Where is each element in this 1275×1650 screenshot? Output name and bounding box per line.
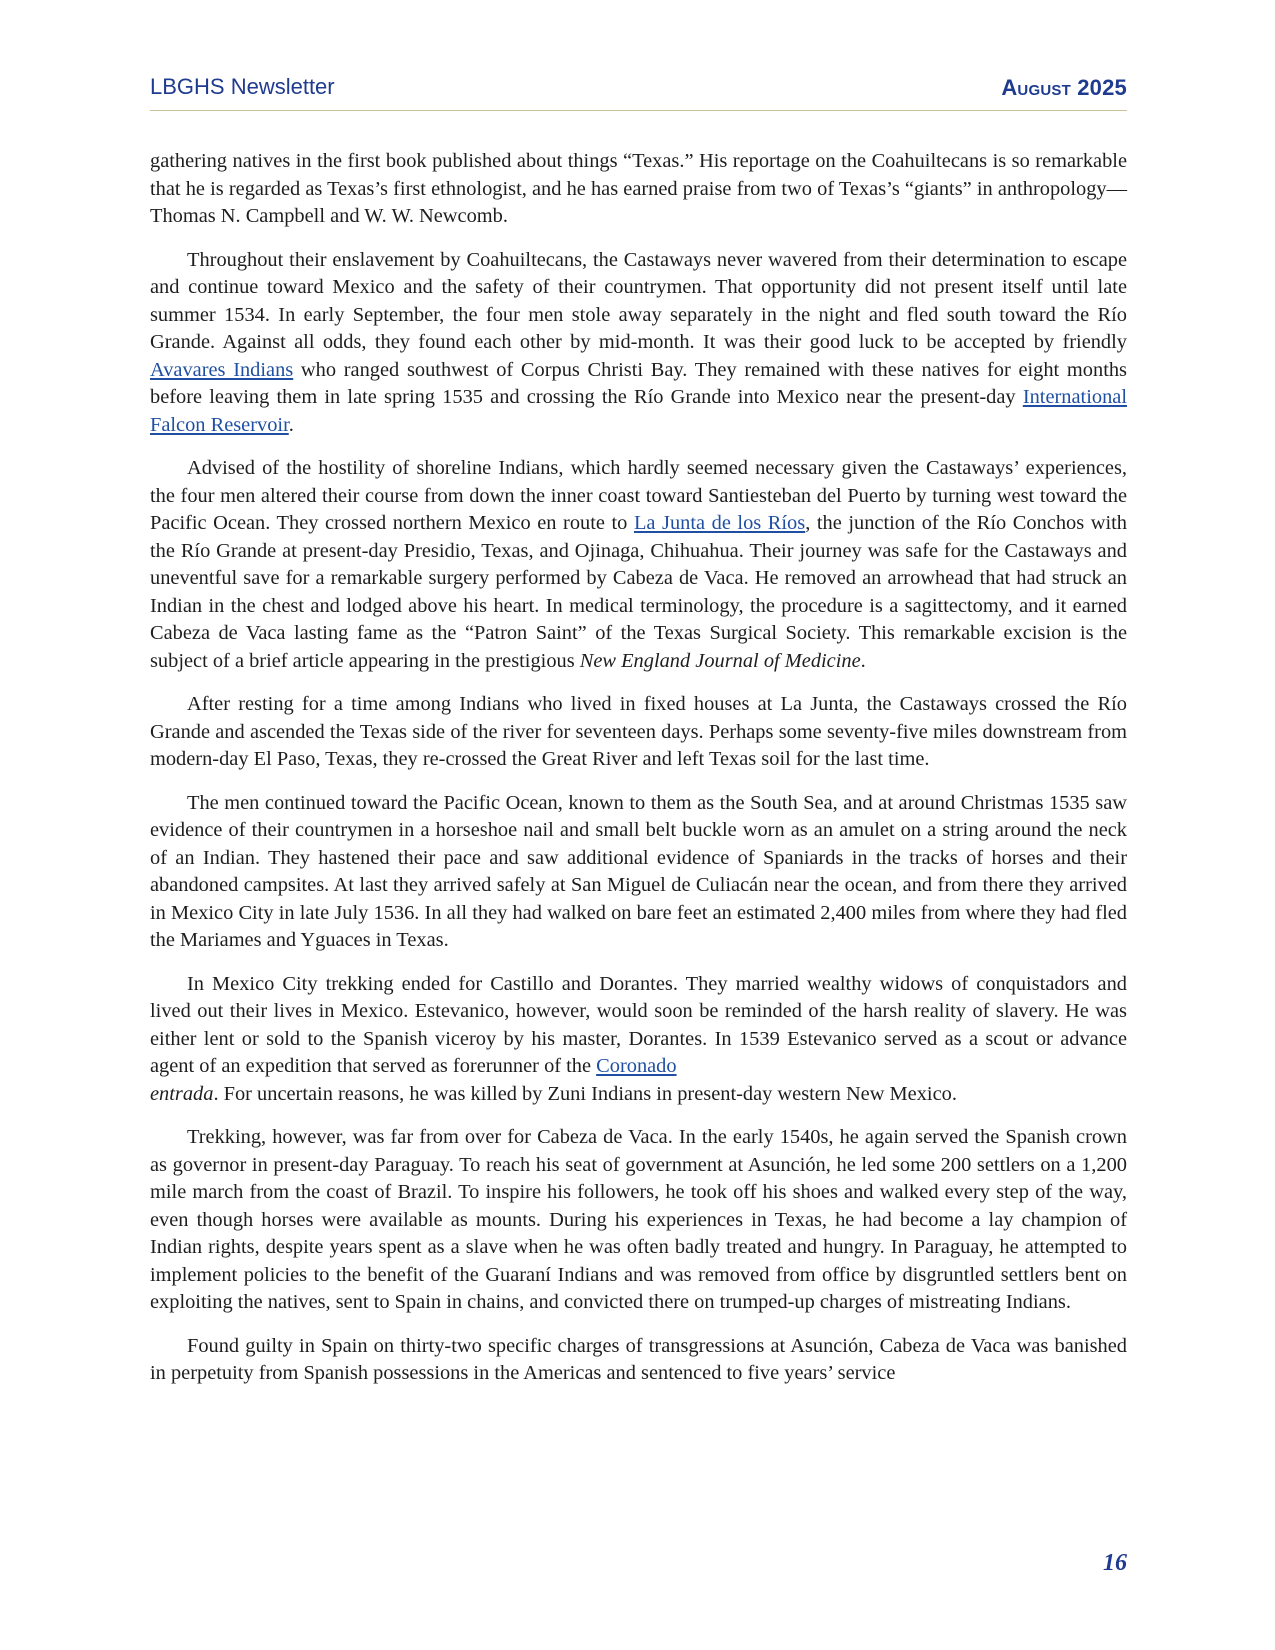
paragraph-text: gathering natives in the first book published about things “Texas.” His reportage on the Coahuiltecans is so remarkable that he is regarded as Texas’s first ethnologist, and he has earned praise from two of Texas’s “giants” in anthropology—Thomas N. Campbell and W. W. Newcomb. [150,150,1127,227]
paragraph-text: who ranged southwest of Corpus Christi Bay. They remained with these natives for eight months before leaving them in late spring 1535 and crossing the Río Grande into Mexico near the present-day [150,358,1127,408]
paragraph-2 [150,247,1127,440]
newsletter-title: LBGHS Newsletter [150,74,335,99]
paragraph-text: Advised of the hostility of shoreline Indians, which hardly seemed necessary given the Castaways’ experiences, the four men altered their course from down the inner coast toward Santiesteban del Puerto by turning west toward the Pacific Ocean. They crossed northern Mexico en route to [150,457,1127,534]
page-number: 16 [1103,1550,1127,1576]
paragraph-text: . [860,649,866,672]
page-header [150,74,1127,111]
paragraph-6 [150,971,1127,1109]
journal-title: New England Journal of Medicine [579,649,861,672]
link-avavares-indians[interactable]: Avavares Indians [150,358,294,381]
paragraph-7 [150,1124,1127,1317]
paragraph-text: Found guilty in Spain on thirty-two specific charges of transgressions at Asunción, Cabeza de Vaca was banished in perpetuity from Spanish possessions in the Americas and sentenced to five years’ service [150,1334,1127,1384]
paragraph-text: The men continued toward the Pacific Ocean, known to them as the South Sea, and at around Christmas 1535 saw evidence of their countrymen in a horseshoe nail and small belt buckle worn as an amulet on a string around the neck of an Indian. They hastened their pace and saw additional evidence of Spaniards in the tracks of horses and their abandoned campsites. At last they arrived safely at San Miguel de Culiacán near the ocean, and from there they arrived in Mexico City in late July 1536. In all they had walked on bare feet an estimated 2,400 miles from where they had fled the Mariames and Yguaces in Texas. [150,791,1127,951]
paragraph-1 [150,148,1127,231]
entrada-term: entrada [150,1082,214,1105]
paragraph-8 [150,1333,1127,1388]
link-la-junta-de-los-rios[interactable]: La Junta de los Ríos [633,512,806,534]
link-international-falcon-reservoir[interactable]: International Falcon Reservoir [150,386,1127,436]
link-coronado[interactable]: Coronado [596,1055,677,1077]
paragraph-text: Trekking, however, was far from over for Cabeza de Vaca. In the early 1540s, he again served the Spanish crown as governor in present-day Paraguay. To reach his seat of government at Asunción, he led some 200 settlers on a 1,200 mile march from the coast of Brazil. To inspire his followers, he took off his shoes and walked every step of the way, even though horses were available as mounts. During his experiences in Texas, he had become a lay champion of Indian rights, despite years spent as a slave when he was often badly treated and hungry. In Paraguay, he attempted to implement policies to the benefit of the Guaraní Indians and was removed from office by disgruntled settlers bent on exploiting the natives, sent to Spain in chains, and convicted there on trumped-up charges of mistreating Indians. [150,1126,1127,1313]
paragraph-text: After resting for a time among Indians who lived in fixed houses at La Junta, the Castaways crossed the Río Grande and ascended the Texas side of the river for seventeen days. Perhaps some seventy-five miles downstream from modern-day El Paso, Texas, they re-crossed the Great River and left Texas soil for the last time. [150,693,1127,770]
paragraph-text: , the junction of the Río Conchos with the Río Grande at present-day Presidio, Texas, and Ojinaga, Chihuahua. Their journey was safe for the Castaways and uneventful save for a remarkable surgery performed by Cabeza de Vaca. He removed an arrowhead that had struck an Indian in the chest and lodged above his heart. In medical terminology, the procedure is a sagittectomy, and it earned Cabeza de Vaca lasting fame as the “Patron Saint” of the Texas Surgical Society. This remarkable excision is the subject of a brief article appearing in the prestigious [150,512,1127,672]
issue-date: August 2025 [1001,75,1127,100]
article-body [150,148,1127,1404]
paragraph-4 [150,691,1127,774]
paragraph-text: . For uncertain reasons, he was killed by Zuni Indians in present-day western New Mexico. [213,1082,957,1105]
paragraph-5 [150,790,1127,955]
paragraph-text: Throughout their enslavement by Coahuiltecans, the Castaways never wavered from their determination to escape and continue toward Mexico and the safety of their countrymen. That opportunity did not present itself until late summer 1534. In early September, the four men stole away separately in the night and fled south toward the Río Grande. Against all odds, they found each other by mid-month. It was their good luck to be accepted by friendly [150,248,1127,353]
paragraph-text: . [288,413,294,436]
paragraph-text: In Mexico City trekking ended for Castillo and Dorantes. They married wealthy widows of conquistadors and lived out their lives in Mexico. Estevanico, however, would soon be reminded of the harsh reality of slavery. He was either lent or sold to the Spanish viceroy by his master, Dorantes. In 1539 Estevanico served as a scout or advance agent of an expedition that served as forerunner of the [150,972,1127,1077]
paragraph-3 [150,455,1127,675]
